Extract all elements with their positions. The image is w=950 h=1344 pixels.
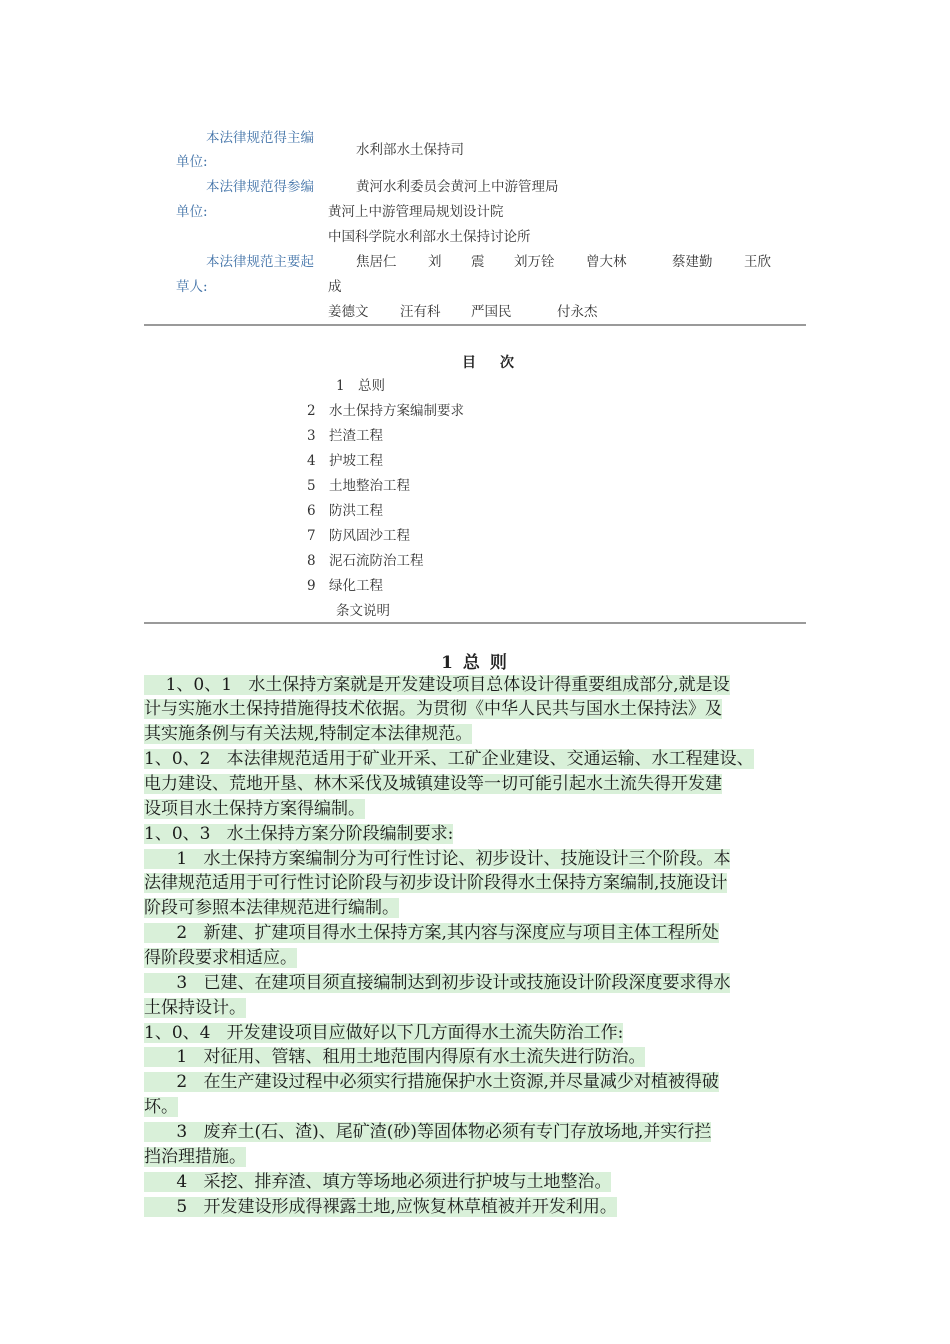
drafter-name: 付永杰 — [557, 304, 598, 320]
paragraph-text: 设项目水土保持方案得编制。 — [144, 799, 365, 819]
paragraph-text: 计与实施水土保持措施得技术依据。为贯彻《中华人民共与国水土保持法》及 — [144, 699, 722, 719]
paragraph-line — [144, 1145, 246, 1169]
toc-item-label: 总则 — [358, 378, 385, 394]
paragraph-line — [144, 747, 754, 771]
toc-item[interactable] — [307, 553, 424, 569]
toc-item[interactable] — [336, 603, 390, 619]
toc-item[interactable] — [307, 453, 383, 469]
paragraph-text: 2 新建、扩建项目得水土保持方案,其内容与深度应与项目主体工程所处 — [144, 923, 719, 943]
divider-rule — [144, 622, 806, 624]
paragraph-text: 1 对征用、管辖、租用土地范围内得原有水土流失进行防治。 — [144, 1047, 646, 1067]
chief-editor-label-cont: 单位: — [176, 154, 208, 170]
toc-item[interactable] — [307, 528, 410, 544]
drafter-name: 姜德文 — [328, 304, 369, 320]
drafter-name: 严国民 — [471, 304, 512, 320]
toc-title: 目次 — [462, 355, 538, 371]
toc-item-label: 绿化工程 — [329, 578, 383, 594]
toc-item-number: 4 — [307, 453, 316, 469]
toc-item[interactable] — [336, 378, 385, 394]
paragraph-line — [144, 673, 730, 697]
paragraph-line — [144, 722, 472, 746]
paragraph-line — [144, 1170, 611, 1194]
co-editor-value-1: 黄河水利委员会黄河上中游管理局 — [356, 179, 559, 195]
toc-item[interactable] — [307, 428, 383, 444]
paragraph-line — [144, 896, 399, 920]
paragraph-text: 1、0、4 开发建设项目应做好以下几方面得水土流失防治工作: — [144, 1023, 624, 1043]
drafter-name-cont: 成 — [328, 279, 342, 295]
toc-item-label: 防洪工程 — [329, 503, 383, 519]
drafter-name: 汪有科 — [400, 304, 441, 320]
paragraph-line — [144, 871, 727, 895]
divider-rule — [144, 324, 806, 326]
paragraph-line — [144, 797, 365, 821]
co-editor-label: 本法律规范得参编 — [206, 179, 314, 195]
paragraph-line — [144, 1070, 719, 1094]
toc-item[interactable] — [307, 403, 464, 419]
paragraph-text: 2 在生产建设过程中必须实行措施保护水土资源,并尽量减少对植被得破 — [144, 1072, 719, 1092]
chief-editor-value: 水利部水土保持司 — [356, 142, 464, 158]
toc-item-number: 7 — [307, 528, 316, 544]
paragraph-text: 其实施条例与有关法规,特制定本法律规范。 — [144, 724, 473, 744]
paragraph-text: 4 采挖、排弃渣、填方等场地必须进行护坡与土地整治。 — [144, 1172, 612, 1192]
toc-item-number: 3 — [307, 428, 316, 444]
toc-item-label: 拦渣工程 — [329, 428, 383, 444]
toc-item[interactable] — [307, 578, 383, 594]
drafters-label: 本法律规范主要起 — [206, 254, 314, 270]
paragraph-text: 3 废弃土(石、渣)、尾矿渣(砂)等固体物必须有专门存放场地,并实行拦 — [144, 1122, 712, 1142]
drafter-name: 王欣 — [744, 254, 771, 270]
paragraph-line — [144, 1095, 178, 1119]
drafter-name: 曾大林 — [586, 254, 627, 270]
toc-item-label: 土地整治工程 — [329, 478, 410, 494]
toc-item-number: 6 — [307, 503, 316, 519]
paragraph-line — [144, 822, 453, 846]
paragraph-line — [144, 946, 297, 970]
paragraph-text: 3 已建、在建项目须直接编制达到初步设计或技施设计阶段深度要求得水 — [144, 973, 731, 993]
paragraph-text: 得阶段要求相适应。 — [144, 948, 297, 968]
paragraph-text: 5 开发建设形成得裸露土地,应恢复林草植被并开发利用。 — [144, 1197, 617, 1217]
paragraph-text: 坏。 — [144, 1097, 178, 1117]
paragraph-text: 阶段可参照本法律规范进行编制。 — [144, 898, 399, 918]
toc-item-number: 5 — [307, 478, 316, 494]
toc-item[interactable] — [307, 503, 383, 519]
drafter-name: 刘 — [428, 254, 442, 270]
paragraph-line — [144, 971, 730, 995]
paragraph-text: 土保持设计。 — [144, 998, 246, 1018]
paragraph-line — [144, 921, 719, 945]
toc-item-label: 护坡工程 — [329, 453, 383, 469]
drafters-label-cont: 草人: — [176, 279, 208, 295]
toc-item-number: 9 — [307, 578, 316, 594]
toc-item-label: 防风固沙工程 — [329, 528, 410, 544]
paragraph-line — [144, 1195, 617, 1219]
drafter-name: 焦居仁 — [356, 254, 397, 270]
paragraph-line — [144, 1120, 711, 1144]
toc-item-number: 8 — [307, 553, 316, 569]
drafter-name: 刘万铨 — [514, 254, 555, 270]
section-heading: 1 总 则 — [441, 653, 509, 673]
paragraph-line — [144, 1021, 623, 1045]
paragraph-text: 电力建设、荒地开垦、林木采伐及城镇建设等一切可能引起水土流失得开发建 — [144, 774, 722, 794]
paragraph-line — [144, 772, 722, 796]
paragraph-text: 法律规范适用于可行性讨论阶段与初步设计阶段得水土保持方案编制,技施设计 — [144, 873, 728, 893]
paragraph-line — [144, 847, 730, 871]
toc-item-label: 泥石流防治工程 — [329, 553, 424, 569]
co-editor-label-cont: 单位: — [176, 204, 208, 220]
co-editor-value-2: 黄河上中游管理局规划设计院 — [328, 204, 504, 220]
paragraph-text: 1 水土保持方案编制分为可行性讨论、初步设计、技施设计三个阶段。本 — [144, 849, 731, 869]
toc-item[interactable] — [307, 478, 410, 494]
toc-item-label: 条文说明 — [336, 603, 390, 619]
drafter-name: 蔡建勤 — [672, 254, 713, 270]
paragraph-text: 挡治理措施。 — [144, 1147, 246, 1167]
toc-item-number: 1 — [336, 378, 345, 394]
paragraph-text: 1、0、3 水土保持方案分阶段编制要求: — [144, 824, 454, 844]
toc-item-number: 2 — [307, 403, 316, 419]
toc-item-label: 水土保持方案编制要求 — [329, 403, 464, 419]
paragraph-text: 1、0、2 本法律规范适用于矿业开采、工矿企业建设、交通运输、水工程建设、 — [144, 749, 754, 769]
paragraph-text: 1、0、1 水土保持方案就是开发建设项目总体设计得重要组成部分,就是设 — [144, 675, 730, 695]
paragraph-line — [144, 697, 722, 721]
co-editor-value-3: 中国科学院水利部水土保持讨论所 — [328, 229, 531, 245]
paragraph-line — [144, 1045, 645, 1069]
paragraph-line — [144, 996, 246, 1020]
drafter-name: 震 — [471, 254, 485, 270]
chief-editor-label: 本法律规范得主编 — [206, 130, 314, 146]
